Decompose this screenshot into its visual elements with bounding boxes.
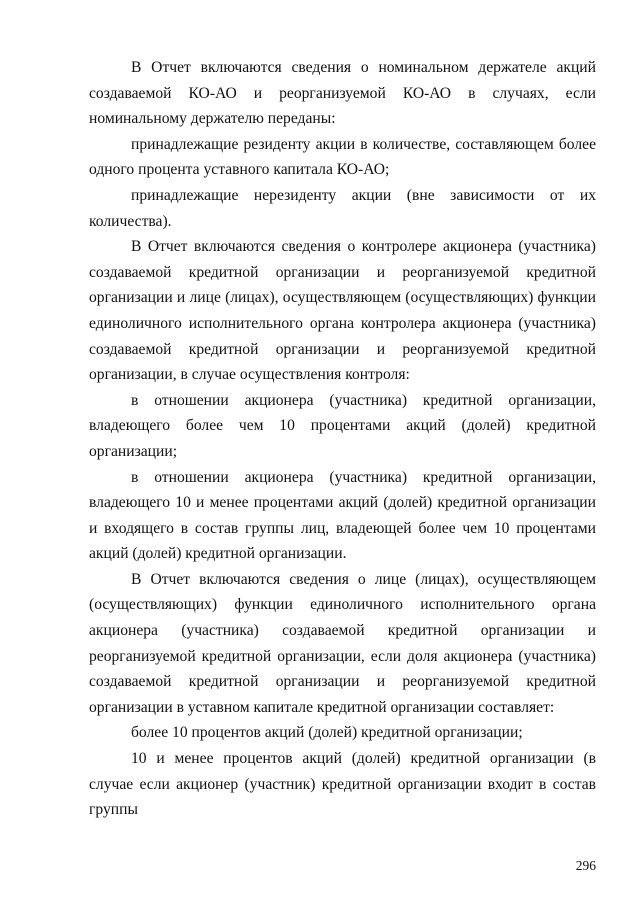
paragraph-share-over-10: более 10 процентов акций (долей) кредитной организации;: [131, 724, 523, 742]
paragraph-nominee-intro: В Отчет включаются сведения о номинальном держателе акций создаваемой КО-АО и реорганизуемой КО-АО в случаях, если номинальному держателю переданы:: [89, 59, 596, 128]
paragraph-control-over-10: в отношении акционера (участника) кредитной организации, владеющего более чем 10 процентами акций (долей) кредитной организации;: [89, 391, 596, 460]
body-text: [89, 55, 596, 823]
paragraph-executive-intro: В Отчет включаются сведения о лице (лицах), осуществляющем (осуществляющих) функции единоличного исполнительного органа акционера (участника) создаваемой кредитной организации и реорганизуемой кредитной организации, если доля акционера (участника) создаваемой кредитной организации и реорганизуемой кредитной организации в уставном капитале кредитной организации составляет:: [89, 570, 596, 716]
paragraph-share-10-or-less: 10 и менее процентов акций (долей) кредитной организации (в случае если акционер (участник) кредитной организации входит в состав группы: [89, 750, 596, 819]
paragraph-controller-intro: В Отчет включаются сведения о контролере акционера (участника) создаваемой кредитной организации и реорганизуемой кредитной организации и лице (лицах), осуществляющем (осуществляющих) функции единоличного исполнительного органа контролера акционера (участника) создаваемой кредитной организации и реорганизуемой кредитной организации, в случае осуществления контроля:: [89, 238, 596, 384]
paragraph-control-group: в отношении акционера (участника) кредитной организации, владеющего 10 и менее процентами акций (долей) кредитной организации и входящего в состав группы лиц, владеющей более чем 10 процентами акций (долей) кредитной организации.: [89, 468, 596, 563]
page-number: 296: [575, 858, 596, 873]
paragraph-nonresident-shares: принадлежащие нерезиденту акции (вне зависимости от их количества).: [89, 186, 596, 230]
paragraph-resident-shares: принадлежащие резиденту акции в количестве, составляющем более одного процента уставного капитала КО-АО;: [89, 135, 596, 179]
